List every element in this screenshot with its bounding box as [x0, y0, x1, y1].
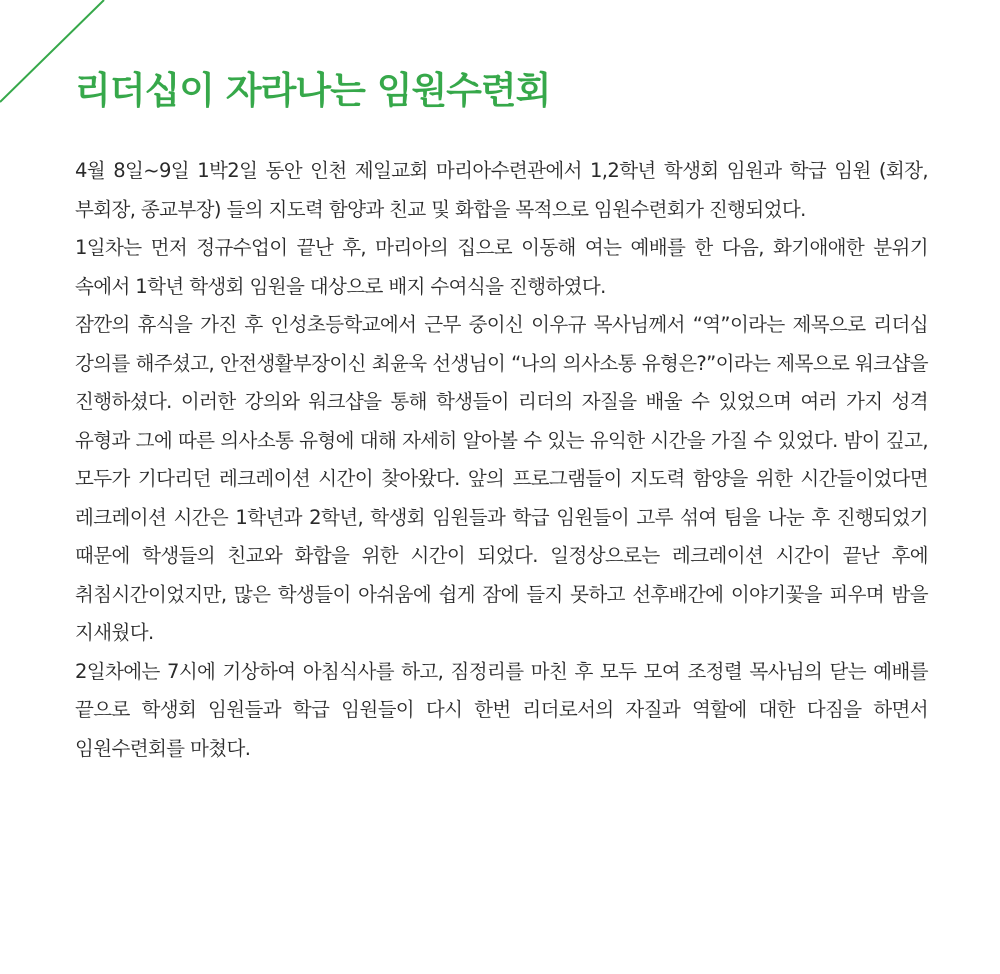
- paragraph-day1: 1일차는 먼저 정규수업이 끝난 후, 마리아의 집으로 이동해 여는 예배를 한 다음, 화기애애한 분위기 속에서 1학년 학생회 임원을 대상으로 배지 수여식을 진행하였다.: [75, 236, 928, 298]
- paragraph-day2: 2일차에는 7시에 기상하여 아침식사를 하고, 짐정리를 마친 후 모두 모여 조정렬 목사님의 닫는 예배를 끝으로 학생회 임원들과 학급 임원들이 다시 한번 리더로서의 자질과 역할에 대한 다짐을 하면서 임원수련회를 마쳤다.: [75, 659, 928, 760]
- paragraph-program: 잠깐의 휴식을 가진 후 인성초등학교에서 근무 중이신 이우규 목사님께서 “역”이라는 제목으로 리더십 강의를 해주셨고, 안전생활부장이신 최윤욱 선생님이 “나의 의사소통 유형은?”이라는 제목으로 워크샵을 진행하셨다. 이러한 강의와 워크샵을 통해 학생들이 리더의 자질을 배울 수 있었으며 여러 가지 성격 유형과 그에 따른 의사소통 유형에 대해 자세히 알아볼 수 있는 유익한 시간을 가질 수 있었다. 밤이 깊고, 모두가 기다리던 레크레이션 시간이 찾아왔다. 앞의 프로그램들이 지도력 함양을 위한 시간들이었다면 레크레이션 시간은 1학년과 2학년, 학생회 임원들과 학급 임원들이 고루 섞여 팀을 나눈 후 진행되었기 때문에 학생들의 친교와 화합을 위한 시간이 되었다. 일정상으로는 레크레이션 시간이 끝난 후에 취침시간이었지만, 많은 학생들이 아쉬움에 쉽게 잠에 들지 못하고 선후배간에 이야기꽃을 피우며 밤을 지새웠다.: [75, 313, 928, 644]
- paragraph-intro: 4월 8일~9일 1박2일 동안 인천 제일교회 마리아수련관에서 1,2학년 학생회 임원과 학급 임원 (회장, 부회장, 종교부장) 들의 지도력 함양과 친교 및 화합을 목적으로 임원수련회가 진행되었다.: [75, 159, 928, 221]
- page-title: 리더십이 자라나는 임원수련회: [75, 69, 551, 112]
- article-body: [75, 152, 928, 768]
